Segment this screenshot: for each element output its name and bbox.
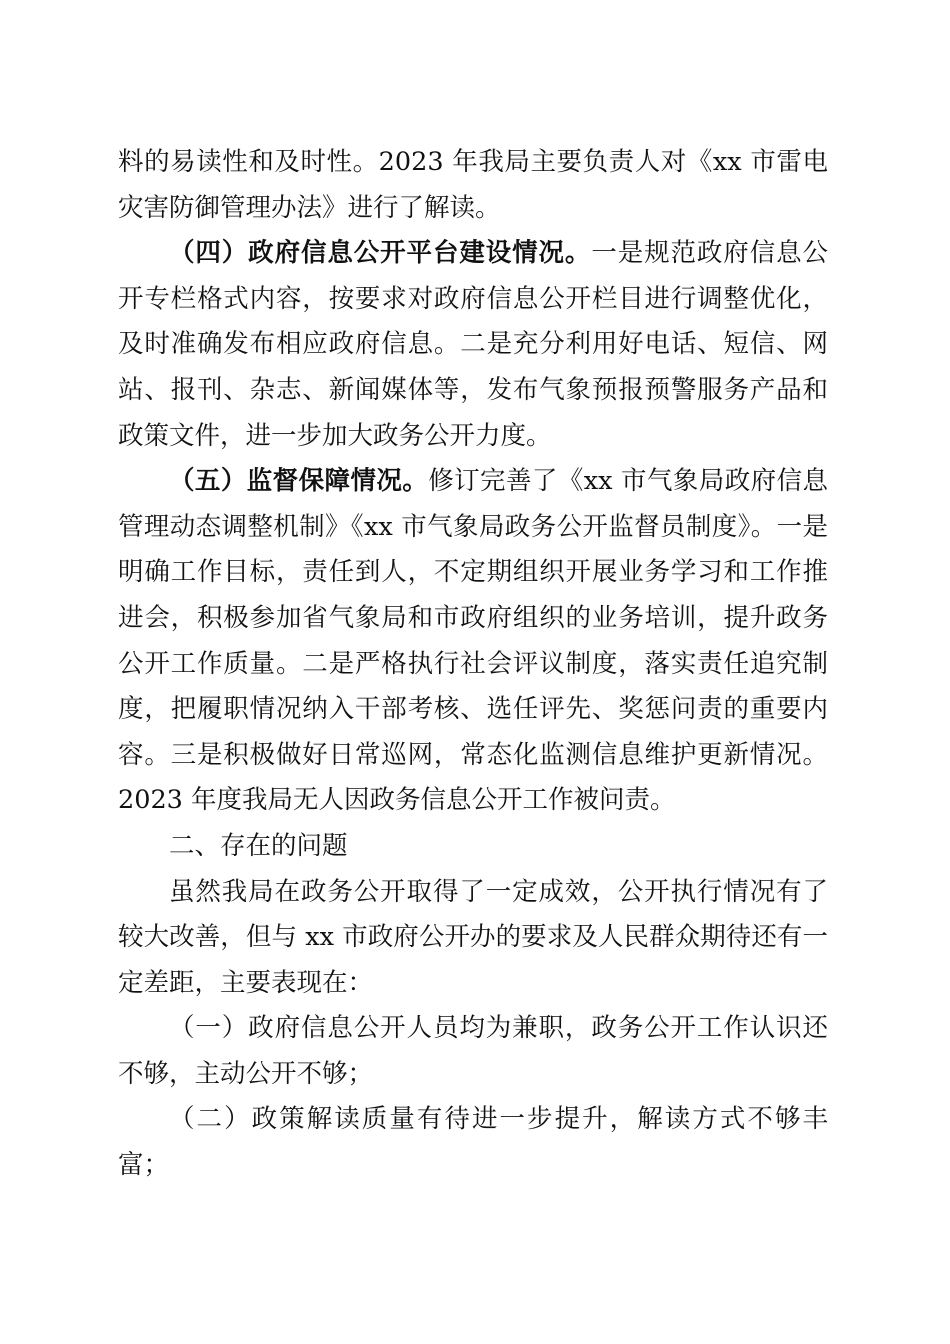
- paragraph-platform-construction: [118, 231, 828, 459]
- problem-item: （二）政策解读质量有待进一步提升，解读方式不够丰富；: [118, 1104, 828, 1181]
- paragraph-text: 修订完善了《xx 市气象局政府信息管理动态调整机制》《xx 市气象局政务公开监督员制度》。一是明确工作目标，责任到人，不定期组织开展业务学习和工作推进会，积极参加省气象局和市政府组织的业务培训，提升政务公开工作质量。二是严格执行社会评议制度，落实责任追究制度，把履职情况纳入干部考核、选任评先、奖惩问责的重要内容。三是积极做好日常巡网，常态化监测信息维护更新情况。2023 年度我局无人因政务信息公开工作被问责。: [118, 466, 828, 816]
- document-page: [118, 140, 828, 1189]
- paragraph-supervision: [118, 459, 828, 824]
- paragraph-text: 一是规范政府信息公开专栏格式内容，按要求对政府信息公开栏目进行调整优化，及时准确发布相应政府信息。二是充分利用好电话、短信、网站、报刊、杂志、新闻媒体等，发布气象预报预警服务产品和政策文件，进一步加大政务公开力度。: [118, 238, 828, 451]
- section-heading: 二、存在的问题: [169, 830, 348, 861]
- paragraph-text: 料的易读性和及时性。2023 年我局主要负责人对《xx 市雷电灾害防御管理办法》进行了解读。: [118, 147, 828, 223]
- problems-intro: 虽然我局在政务公开取得了一定成效，公开执行情况有了较大改善，但与 xx 市政府公开办的要求及人民群众期待还有一定差距，主要表现在：: [118, 876, 828, 998]
- problem-item: （一）政府信息公开人员均为兼职，政务公开工作认识还不够，主动公开不够；: [118, 1013, 828, 1089]
- paragraph-lead: （五）监督保障情况。: [169, 466, 429, 497]
- paragraph-continuation: [118, 140, 828, 231]
- paragraph-lead: （四）政府信息公开平台建设情况。: [169, 238, 592, 269]
